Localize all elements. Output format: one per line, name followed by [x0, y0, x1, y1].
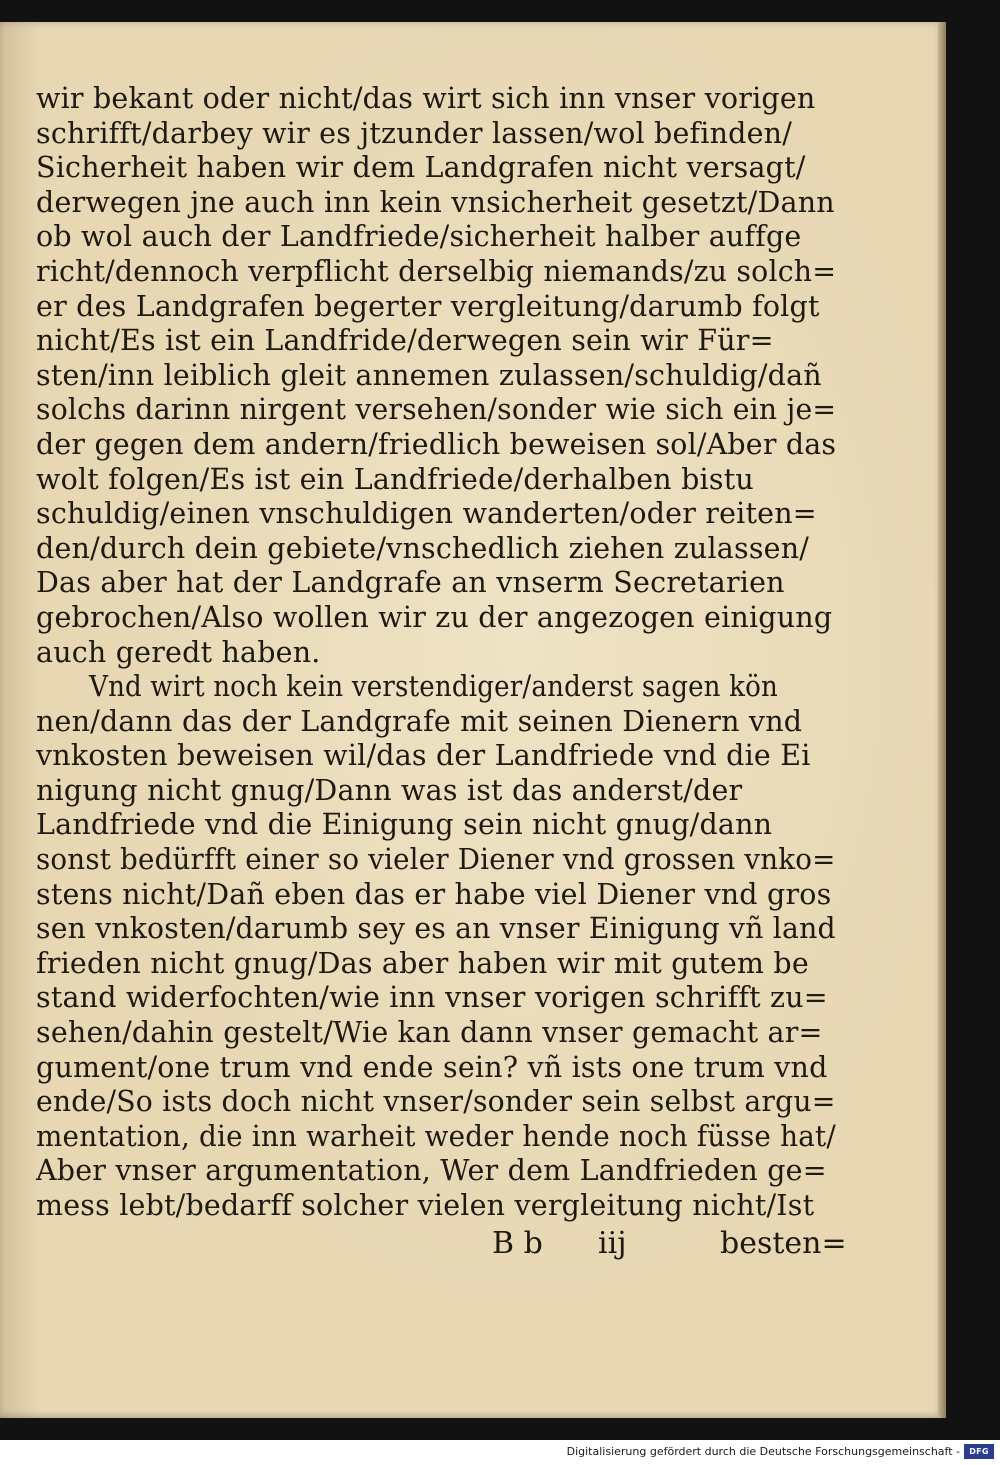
page-edge — [938, 22, 946, 1418]
text-line: sonst bedürfft einer so vieler Diener vnd grossen vnko= — [36, 843, 836, 877]
text-line: sehen/dahin gestelt/Wie kan dann vnser gemacht ar= — [36, 1016, 823, 1050]
page-body-text — [36, 82, 836, 1224]
text-line: stens nicht/Dañ eben das er habe viel Diener vnd gros — [36, 877, 832, 911]
signature-mark: B b — [492, 1226, 543, 1261]
text-line: Landfriede vnd die Einigung sein nicht gnug/dann — [36, 808, 773, 842]
text-line: sten/inn leiblich gleit annemen zulassen/schuldig/dañ — [36, 358, 822, 392]
paragraph-start-line: Vnd wirt noch kein verstendiger/anderst sagen kön — [89, 670, 778, 704]
text-line: Aber vnser argumentation, Wer dem Landfrieden ge= — [36, 1154, 827, 1188]
text-line: den/durch dein gebiete/vnschedlich ziehen zulassen/ — [36, 531, 810, 565]
text-line: er des Landgrafen begerter vergleitung/darumb folgt — [36, 289, 820, 323]
text-line: auch geredt haben. — [36, 635, 321, 669]
dfg-logo: DFG — [964, 1444, 994, 1459]
text-line: derwegen jne auch inn kein vnsicherheit gesetzt/Dann — [36, 185, 835, 219]
text-line: nen/dann das der Landgrafe mit seinen Dienern vnd — [36, 704, 803, 738]
text-line: gument/one trum vnd ende sein? vñ ists one trum vnd — [36, 1050, 828, 1084]
text-line: wir bekant oder nicht/das wirt sich inn vnser vorigen — [36, 82, 816, 115]
text-line: wolt folgen/Es ist ein Landfriede/derhalben bistu — [36, 462, 754, 496]
text-line: ende/So ists doch nicht vnser/sonder sein selbst argu= — [36, 1085, 836, 1119]
text-line: Sicherheit haben wir dem Landgrafen nicht versagt/ — [36, 151, 806, 185]
funding-credit: Digitalisierung gefördert durch die Deutsche Forschungsgemeinschaft - — [566, 1445, 960, 1458]
footer-bar — [0, 1440, 1000, 1465]
text-line: mess lebt/bedarff solcher vielen vergleitung nicht/Ist — [36, 1189, 815, 1222]
text-line: solchs darinn nirgent versehen/sonder wie sich ein je= — [36, 393, 837, 427]
text-line: der gegen dem andern/friedlich beweisen sol/Aber das — [36, 427, 837, 461]
text-line: schuldig/einen vnschuldigen wanderten/oder reiten= — [36, 497, 817, 531]
text-line: stand widerfochten/wie inn vnser vorigen schrifft zu= — [36, 981, 828, 1015]
text-line: nigung nicht gnug/Dann was ist das anderst/der — [36, 773, 743, 807]
signature-number: iij — [598, 1226, 627, 1261]
text-line: richt/dennoch verpflicht derselbig niemands/zu solch= — [36, 254, 837, 288]
catchword: besten= — [720, 1226, 847, 1261]
text-line: ob wol auch der Landfriede/sicherheit halber auffge — [36, 220, 802, 254]
text-line: gebrochen/Also wollen wir zu der angezogen einigung — [36, 600, 833, 634]
text-line: sen vnkosten/darumb sey es an vnser Einigung vñ land — [36, 912, 836, 946]
text-line: schrifft/darbey wir es jtzunder lassen/wol befinden/ — [36, 116, 793, 150]
text-line: vnkosten beweisen wil/das der Landfriede vnd die Ei — [36, 739, 811, 773]
text-line: mentation, die inn warheit weder hende noch füsse hat/ — [36, 1119, 836, 1153]
text-line: Das aber hat der Landgrafe an vnserm Secretarien — [36, 566, 785, 600]
text-line: frieden nicht gnug/Das aber haben wir mit gutem be — [36, 946, 809, 980]
text-line: nicht/Es ist ein Landfride/derwegen sein wir Für= — [36, 324, 774, 358]
